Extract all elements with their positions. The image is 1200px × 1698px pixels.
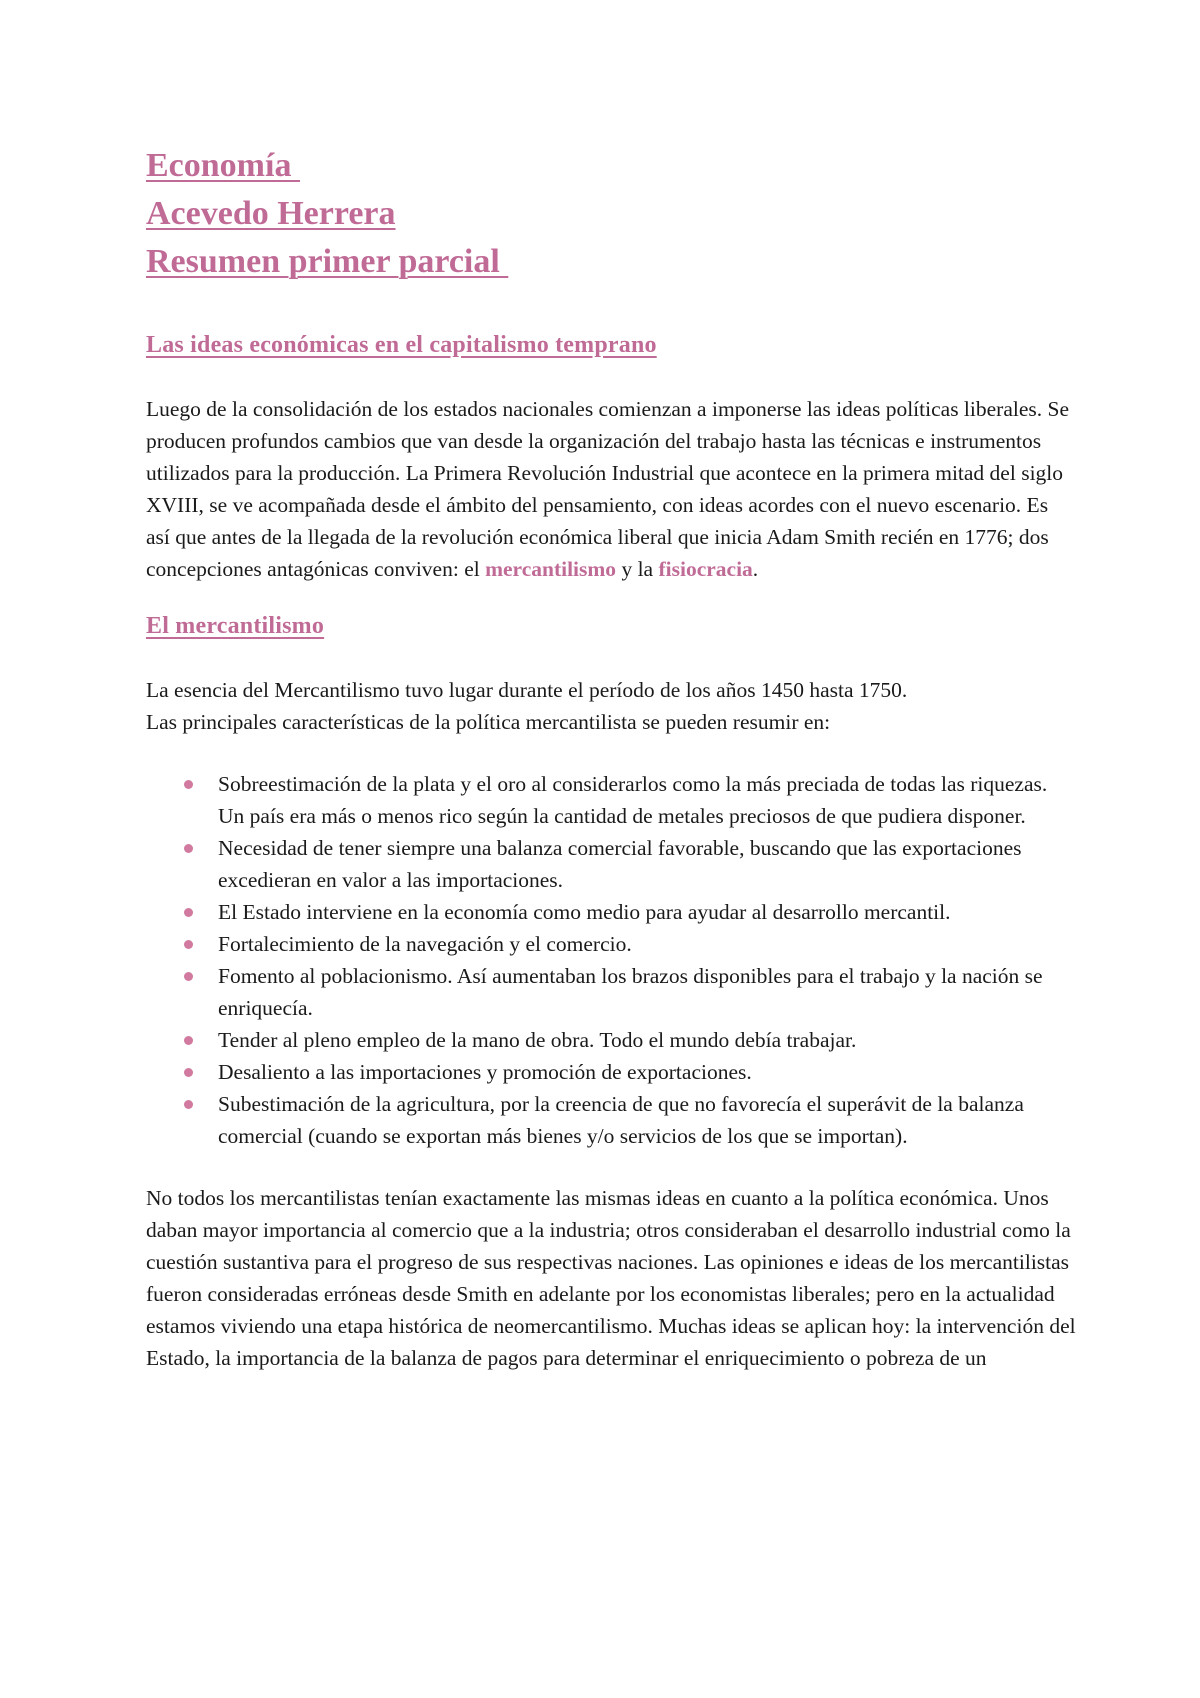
bullet-dot-icon — [184, 1068, 193, 1077]
section-heading-early-capitalism: Las ideas económicas en el capitalismo temprano — [146, 332, 657, 358]
highlight-mercantilismo: mercantilismo — [485, 557, 617, 581]
list-item — [218, 832, 1076, 896]
bullet-dot-icon — [184, 844, 193, 853]
list-item-text: Fortalecimiento de la navegación y el comercio. — [218, 932, 632, 956]
list-item-text: Fomento al poblacionismo. Así aumentaban los brazos disponibles para el trabajo y la nación se enriquecía. — [218, 964, 1043, 1020]
document-page — [146, 142, 1076, 1374]
paragraph-text-after: . — [752, 557, 759, 581]
list-item — [218, 1056, 1076, 1088]
highlight-fisiocracia: fisiocracia — [658, 557, 753, 581]
bullet-dot-icon — [184, 940, 193, 949]
section-mercantilismo — [146, 585, 1076, 1374]
document-title — [146, 142, 1076, 286]
list-item — [218, 768, 1076, 832]
title-author: Acevedo Herrera — [146, 195, 396, 232]
bullet-dot-icon — [184, 972, 193, 981]
bullet-dot-icon — [184, 908, 193, 917]
list-item — [218, 1024, 1076, 1056]
section-early-capitalism — [146, 286, 1076, 585]
paragraph-mercantilismo-intro — [146, 674, 1076, 738]
list-item — [218, 960, 1076, 1024]
paragraph-text-between: y la — [616, 557, 659, 581]
bullet-dot-icon — [184, 1100, 193, 1109]
paragraph-text-before: Luego de la consolidación de los estados nacionales comienzan a imponerse las ideas políticas liberales. Se producen profundos cambios que van desde la organización del trabajo hasta las técnicas e instrumentos utilizados para la producción. La Primera Revolución Industrial que acontece en la primera mitad del siglo XVIII, se ve acompañada desde el ámbito del pensamiento, con ideas acordes con el nuevo escenario. Es así que antes de la llegada de la revolución económica liberal que inicia Adam Smith recién en 1776; dos concepciones antagónicas conviven: el — [146, 397, 1070, 581]
list-item-text: Desaliento a las importaciones y promoción de exportaciones. — [218, 1060, 752, 1084]
bullet-dot-icon — [184, 1036, 193, 1045]
list-item-text: Necesidad de tener siempre una balanza comercial favorable, buscando que las exportaciones excedieran en valor a las importaciones. — [218, 836, 1022, 892]
paragraph-mercantilismo-closing: No todos los mercantilistas tenían exactamente las mismas ideas en cuanto a la política económica. Unos daban mayor importancia al comercio que a la industria; otros consideraban el desarrollo industrial como la cuestión sustantiva para el progreso de sus respectivas naciones. Las opiniones e ideas de los mercantilistas fueron consideradas erróneas desde Smith en adelante por los economistas liberales; pero en la actualidad estamos viviendo una etapa histórica de neomercantilismo. Muchas ideas se aplican hoy: la intervención del Estado, la importancia de la balanza de pagos para determinar el enriquecimiento o pobreza de un — [146, 1186, 1076, 1370]
intro-line: La esencia del Mercantilismo tuvo lugar durante el período de los años 1450 hasta 1750. — [146, 678, 908, 702]
list-item — [218, 896, 1076, 928]
mercantilist-features-list — [146, 768, 1076, 1152]
section-heading-mercantilismo: El mercantilismo — [146, 613, 325, 639]
list-item-text: Sobreestimación de la plata y el oro al considerarlos como la más preciada de todas las riquezas. Un país era más o menos rico según la cantidad de metales preciosos de que pudiera disponer. — [218, 772, 1048, 828]
title-summary: Resumen primer parcial — [146, 243, 509, 280]
list-item — [218, 928, 1076, 960]
bullet-dot-icon — [184, 780, 193, 789]
list-item-text: El Estado interviene en la economía como medio para ayudar al desarrollo mercantil. — [218, 900, 951, 924]
title-subject: Economía — [146, 147, 300, 184]
paragraph-early-capitalism — [146, 393, 1076, 585]
list-item-text: Subestimación de la agricultura, por la creencia de que no favorecía el superávit de la balanza comercial (cuando se exportan más bienes y/o servicios de los que se importan). — [218, 1092, 1024, 1148]
list-item-text: Tender al pleno empleo de la mano de obra. Todo el mundo debía trabajar. — [218, 1028, 857, 1052]
list-item — [218, 1088, 1076, 1152]
intro-line: Las principales características de la política mercantilista se pueden resumir en: — [146, 710, 831, 734]
